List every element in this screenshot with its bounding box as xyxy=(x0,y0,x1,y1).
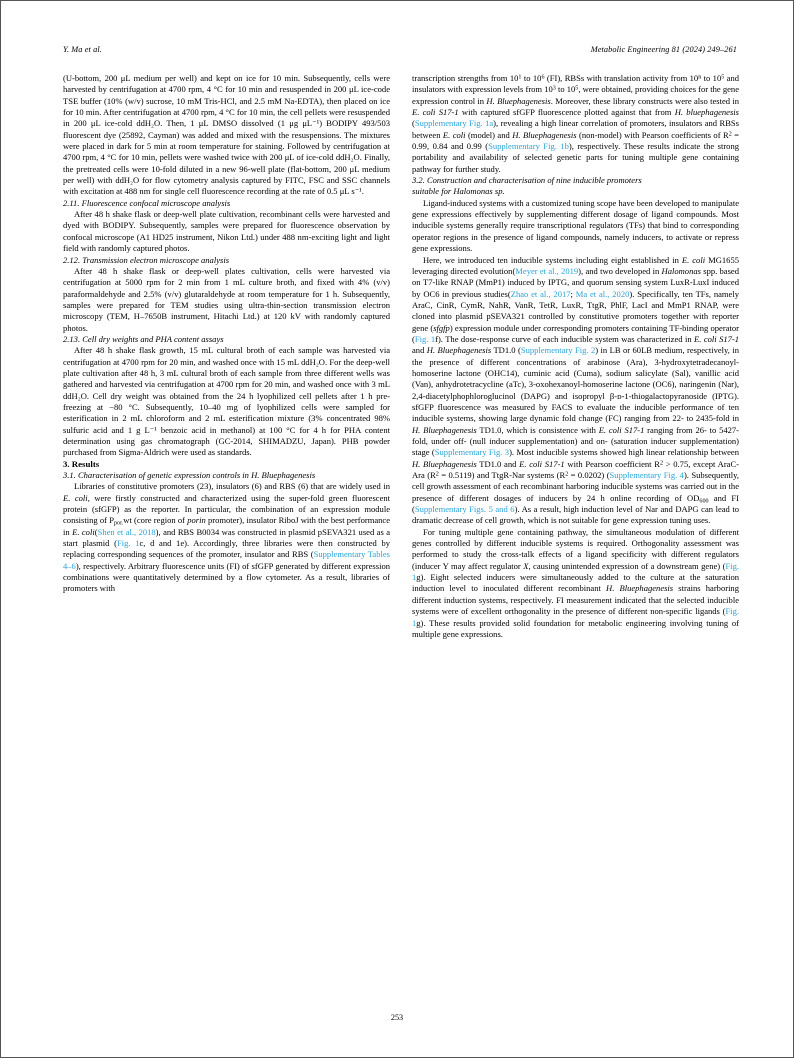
heading-3-2-line2: suitable for xyxy=(412,186,454,197)
t: c, d and 1e). Accordingly, three libraries were then constructed by replacing corresponding sequences of the promoter, insulator and RBS ( xyxy=(63,538,391,560)
t: ), and RBS B0034 was constructed in plasmid pSEVA321 used as a start plasmid ( xyxy=(63,526,390,549)
t: with captured sfGFP fluorescence plotted against that from xyxy=(458,107,675,118)
superscript: 2 xyxy=(565,471,569,478)
t: transcription strengths from 10 xyxy=(412,73,519,83)
t: strains harboring different induction systems, respectively. FI measurement indicated that the selected inducible systems were of excellent orthogonality in the presence of different non-specific ligands ( xyxy=(412,583,739,617)
t: > 0.75, except AraC-Ara (R xyxy=(412,458,740,481)
t: g). Eight selected inducers were simultaneously added to the culture at the saturation induction level to inoculated different recombinant xyxy=(412,572,739,594)
subscript: por. xyxy=(113,520,124,527)
paragraph-3-2-a: Ligand-induced systems with a customized tuning scope have been developed to manipulate gene expressions effectively by supplementing different dosage of ligand compounds. Most inducible systems generally require transcriptional regulators (TFs) that bind to corresponding operator regions in the presence of ligand compounds, namely inducers, to activate or repress gene expressions. xyxy=(412,197,739,254)
figure-link-fig1g[interactable]: Fig. 1 xyxy=(412,560,739,583)
t: TD1.0, which is consistence with xyxy=(476,424,599,435)
running-head-journal: Metabolic Engineering 81 (2024) 249–261 xyxy=(590,45,737,54)
superscript: n xyxy=(698,74,702,81)
gene-sfgfp: sfgfp xyxy=(433,322,450,333)
heading-3-results: 3. Results xyxy=(63,458,100,469)
supplementary-link-fig2[interactable]: Supplementary Fig. 2 xyxy=(520,345,596,356)
supplementary-link-fig4[interactable]: Supplementary Fig. 4 xyxy=(609,470,684,481)
superscript: 3 xyxy=(552,85,556,92)
paragraph-continued-right: transcription strengths from $10^1$ to $10^6$ (FI), RBSs with translation activity from 10$^n$ to $10^5$ and insulators with expression levels from $10^3$ to $10^5$, were obtained, providing choices for the gene expression control in H. Bluephagenesis. Moreover, these library constructs were also tested in E. coli S17-1 with captured sfGFP fluorescence plotted against that from H. bluephagenesis (Supplementary Fig. 1a), revealing a high linear correlation of promoters, insulators and RBSs between E. coli (model) and H. Bluephagenesis (non-model) with Pearson coefficients of $R^2 = 0.99$, 0.84 and 0.99 (Supplementary Fig. 1b), respectively. These results indicate the strong portability and availability of selected genetic parts for tuning multiple gene containing pathway for further study. xyxy=(412,73,740,174)
t: = 0.5119) and TtgR-Nar systems (R xyxy=(438,470,566,481)
paragraph-2-12: After 48 h shake flask or deep-well plates cultivation, cells were harvested via centrifugation at 5000 rpm for 2 min from 1 mL culture broth, and fixed with 4% (v/v) paraformaldehyde and 2.5% (v/v) glutaraldehyde at room temperature for 1 h. Subsequently, samples were prepared for TEM studies using ultra-thin-section transmission electron microscopy (TEM, H–7650B instrument, Hitachi Ltd.) at 120 kV with randomly captured photos. xyxy=(63,265,390,333)
t: MG1655 leveraging directed evolution( xyxy=(412,254,739,276)
t: , were obtained, providing choices for the gene expression control in xyxy=(412,84,739,106)
paragraph-continued: (U-bottom, 200 μL medium per well) and kept on ice for 10 min. Subsequently, cells were harvested by centrifugation at 4700 rpm, 4 °C for 10 min and resuspended in 200 μL ice-code TSE buffer (10% (w/v) sucrose, 10 mM Tris-HCl, and 2.5 mM Na-EDTA), then placed on ice for 10 min. After centrifugation at 4700 rpm, 4 °C for 10 min, the cell pellets were resuspended in 200 μL ice-cold ddH₂O. Then, 1 μL DMSO dissolved (1 μg μL⁻¹) BODIPY 493/503 fluorescent dye (25892, Cayman) was added and mixed with the resuspensions. The mixtures were placed in dark for 5 min at room temperature for staining. Followed by centrifugation at 4700 rpm, 4 °C for 10 min, pellets were washed twice with 200 μL of ice-cold ddH₂O. Finally, the pretreated cells were 10-fold diluted in a new 96-well plate (flat-bottom, 200 μL medium per well) with ddH₂O for flow cytometry analysis captured by FITC, FSC and SSC channels with excitation at 488 nm for single cell fluorescence recording at the rate of 0.5 μL s⁻¹. xyxy=(63,73,390,197)
genus-halomonas: Halomonas xyxy=(661,265,701,276)
page-number: 253 xyxy=(390,1013,404,1022)
species-bluephagenesis: H. Bluephagenesis xyxy=(486,95,551,106)
species-bluephagenesis: H. Bluephagenesis xyxy=(512,129,577,140)
species-bluephagenesis: H. Bluephagenesis xyxy=(606,583,674,594)
heading-2-12: 2.12. Transmission electron microscope analysis xyxy=(63,254,230,265)
t: ) expression module under corresponding promoters containing TF-binding operator ( xyxy=(412,322,739,344)
t: to 10 xyxy=(701,73,722,83)
t: TD1.0 ( xyxy=(491,345,521,356)
species-bluephagenesis: H. Bluephagenesis xyxy=(412,424,477,435)
running-head xyxy=(63,45,737,59)
t: Here, we introduced ten inducible systems including eight established in xyxy=(423,254,682,265)
t: , were firstly constructed and characterized using the super-fold green fluorescent protein (sfGFP) as the reporter. In particular, the combination of an expression module consisting of P xyxy=(63,492,391,526)
supplementary-link-figs5-6[interactable]: Supplementary Figs. 5 and 6 xyxy=(414,504,515,515)
t: = 0.99, 0.84 and 0.99 ( xyxy=(412,129,739,152)
t: with Pearson coefficient R xyxy=(564,458,660,469)
running-head-authors: Y. Ma et al. xyxy=(63,45,102,54)
t: (non-model) with Pearson coefficients of R xyxy=(576,129,729,140)
superscript: 6 xyxy=(541,74,545,81)
citation-link-meyer[interactable]: Meyer et al., 2019 xyxy=(515,265,579,276)
t: , causing unintended expression of a downstream gene) ( xyxy=(528,560,726,571)
superscript: 2 xyxy=(435,471,439,478)
supplementary-link-fig3[interactable]: Supplementary Fig. 3 xyxy=(434,447,510,458)
paragraph-3-2-c xyxy=(412,527,739,640)
figure-link-fig1[interactable]: Fig. 1 xyxy=(116,538,140,549)
heading-3-1-species: H. Bluephagenesis xyxy=(251,470,316,481)
supplementary-link-fig1b[interactable]: Supplementary Fig. 1b xyxy=(488,141,569,152)
citation-link-zhao[interactable]: Zhao et al., 2017 xyxy=(510,288,571,299)
paragraph-3-1: Libraries of constitutive promoters (23), insulators (6) and RBS (6) that are widely used in E. coli, were firstly constructed and characterized using the super-fold green fluorescent protein (sfGFP) as the reporter. In particular, the combination of an expression module consisting of $P_{por.}wt$ (core region of porin promoter), insulator RiboJ with the best performance in E. coli(Shen et al., 2018), and RBS B0034 was constructed in plasmid pSEVA321 used as a start plasmid (Fig. 1c, d and 1e). Accordingly, three libraries were then constructed by replacing corresponding sequences of the promoter, insulator and RBS (Supplementary Tables 4–6), respectively. Arbitrary fluorescence units (FI) of sfGFP generated by different expression combinations were quantitatively determined by a flow cytometer. As a result, libraries of promoters with xyxy=(63,481,391,594)
t: and FI ( xyxy=(412,492,739,515)
t: ), revealing a high linear correlation of promoters, insulators and RBSs between xyxy=(412,118,739,140)
heading-2-11: 2.11. Fluorescence confocal microscope analysis xyxy=(63,197,231,208)
heading-3-1-text: 3.1. Characterisation of genetic expression controls in xyxy=(63,470,252,481)
t: spp. based on T7-like RNAP (MmP1) induced by IPTG, and quorum sensing system LuxR-LuxI induced by OC6 in previous studies( xyxy=(412,265,739,299)
t: ) in LB or 60LB medium, respectively, in the presence of different concentrations of arabinose (Ara), 3-hydroxytetradecanoyl-homoserine lactone (OHC14), cuminic acid (Cuma), sodium salicylate (Sal), vanillic acid (Van), anhydrotetracycline (aTc), 3-oxohexanoyl-homoserine lactone (OC6), naringenin (Nar), 2,4-diacetylphophloroglucinol (DAPG) and isopropyl β-ᴅ-1-thiogalactopyranoside (IPTG). sfGFP fluorescence was measured by FACS to evaluate the inducible performance of ten inducible systems, showing large dynamic fold change (FC) ranging from 22- to 2435-fold in xyxy=(412,345,739,424)
t: ). Subsequently, cell growth assessment of each recombinant harboring inducible systems was carried out in the presence of different dosages of inducers by 24 h online recording of OD xyxy=(412,470,739,503)
citation-link-shen[interactable]: Shen et al., 2018 xyxy=(97,526,156,537)
t: ranging from 26- to 5427-fold, under off- (null inducer supplementation) and on- (saturation inducer supplementation) stage ( xyxy=(412,424,740,458)
supplementary-link-fig1a[interactable]: Supplementary Fig. 1a xyxy=(414,118,494,129)
heading-3-2-line1: 3.2. Construction and characterisation of nine inducible promoters xyxy=(412,175,642,186)
species-ecoli-s17: E. coli S17-1 xyxy=(412,107,459,118)
citation-link-ma[interactable]: Ma et al., 2020 xyxy=(575,288,630,299)
paragraph-2-13: After 48 h shake flask growth, 15 mL cultural broth of each sample was harvested via centrifugation at 4700 rpm for 20 min, and washed once with 15 mL ddH₂O. For the deep-well plate cultivation after 48 h, 3 mL cultural broth of each sample from three different wells was gathered and harvested via centrifugation at 4700 rpm for 20 min, and washed once with 3 mL ddH₂O. Cell dry weight was obtained from the 24 h lyophilized cell pellets after 1 h pre-freezing at −80 °C. Subsequently, 10–40 mg of lyophilized cells were sampled for esterification in 2 mL chloroform and 2 mL esterification mixture (3% concentrated 98% sulfuric acid and 1 g L⁻¹ benzoic acid in methanol) at 100 °C for 4 h for PHA content determination using gas chromatograph (GC-2014, SHIMADZU, Japan). PHB powder purchased from Sigma-Aldrich were used as standards. xyxy=(63,345,390,458)
subscript: 600 xyxy=(699,498,709,505)
superscript: 5 xyxy=(721,74,725,81)
t: TD1.0 and xyxy=(476,458,520,469)
t: = 0.0202) ( xyxy=(568,470,610,481)
paragraph-2-11: After 48 h shake flask or deep-well plate cultivation, recombinant cells were harvested and dyed with BODIPY. Subsequently, samples were prepared for fluorescence observation by confocal microscope (A1 HD25 instrument, Nikon Ltd.) under 488 nm-exciting light and light field with randomly captured photos. xyxy=(63,209,390,254)
gene-porin: porin xyxy=(187,515,206,526)
heading-2-13: 2.13. Cell dry weights and PHA content assays xyxy=(63,333,224,344)
left-column xyxy=(63,73,390,1003)
t: f). The dose-response curve of each inducible system was characterized in xyxy=(435,333,695,344)
superscript: 5 xyxy=(575,85,579,92)
t: wt (core region of xyxy=(123,515,188,526)
t: ). Specifically, ten TFs, namely AraC, CinR, CymR, NahR, VanR, TetR, LuxR, TtgR, PhlF, LacI and MmP1 RNAP, were cloned into plasmid pSEVA321 controlled by constitutive promoters together with reporter gene ( xyxy=(412,288,739,333)
t: (FI), RBSs with translation activity from 10 xyxy=(544,73,699,83)
supplementary-link-tables[interactable]: Supplementary Tables 4–6 xyxy=(63,549,390,571)
species-ecoli: E. coli xyxy=(442,129,466,140)
superscript: 1 xyxy=(518,74,522,81)
t: promoter), insulator RiboJ with the best performance in xyxy=(63,515,390,537)
t: (model) and xyxy=(465,129,513,140)
species-ecoli-s17: E. coli S17-1 xyxy=(694,333,740,344)
species-ecoli-s17: E. coli S17-1 xyxy=(519,458,565,469)
t: ), respectively. These results indicate the strong portability and availability of selected genetic parts for tuning multiple gene containing pathway for further study. xyxy=(412,141,739,174)
t: ), and two developed in xyxy=(578,265,662,276)
t: . Moreover, these library constructs were also tested in xyxy=(550,95,739,106)
t: to 10 xyxy=(521,73,542,83)
t: and xyxy=(412,345,427,356)
species-bluephagenesis: H. Bluephagenesis xyxy=(426,345,492,356)
paragraph-3-2-b: Here, we introduced ten inducible systems including eight established in E. coli MG1655 leveraging directed evolution(Meyer et al., 2019), and two developed in Halomonas spp. based on T7-like RNAP (MmP1) induced by IPTG, and quorum sensing system LuxR-LuxI induced by OC6 in previous studies(Zhao et al., 2017; Ma et al., 2020). Specifically, ten TFs, namely AraC, CinR, CymR, NahR, VanR, TetR, LuxR, TtgR, PhlF, LacI and MmP1 RNAP, were cloned into plasmid pSEVA321 controlled by constitutive promoters together with reporter gene (sfgfp) expression module under corresponding promoters containing TF-binding operator (Fig. 1f). The dose-response curve of each inducible system was characterized in E. coli S17-1 and H. Bluephagenesis TD1.0 (Supplementary Fig. 2) in LB or 60LB medium, respectively, in the presence of different concentrations of arabinose (Ara), 3-hydroxytetradecanoyl-homoserine lactone (OHC14), cuminic acid (Cuma), sodium salicylate (Sal), vanillic acid (Van), anhydrotetracycline (aTc), 3-oxohexanoyl-homoserine lactone (OC6), naringenin (Nar), 2,4-diacetylphophloroglucinol (DAPG) and isopropyl β-ᴅ-1-thiogalactopyranoside (IPTG). sfGFP fluorescence was measured by FACS to evaluate the inducible performance of ten inducible systems, showing large dynamic fold change (FC) ranging from 22- to 2435-fold in H. Bluephagenesis TD1.0, which is consistence with E. coli S17-1 ranging from 26- to 5427-fold, under off- (null inducer supplementation) and on- (saturation inducer supplementation) stage (Supplementary Fig. 3). Most inducible systems showed high linear relationship between H. Bluephagenesis TD1.0 and E. coli S17-1 with Pearson coefficient $R^2 > 0.75$, except AraC-Ara $(R^2 = 0.5119)$ and TtgR-Nar systems $(R^2 = 0.0202)$ (Supplementary Fig. 4). Subsequently, cell growth assessment of each recombinant harboring inducible systems was carried out in the presence of different dosages of inducers by 24 h online recording of $OD_{600}$ and FI (Supplementary Figs. 5 and 6). As a result, high induction level of Nar and DAPG can lead to dramatic decrease of cell growth, which is not suitable for gene expression tuning uses. xyxy=(412,254,740,526)
species-bluephagenesis: H. bluephagenesis xyxy=(674,107,739,118)
superscript: 2 xyxy=(728,131,732,138)
t: For tuning multiple gene containing pathway, the simultaneous modulation of different genes controlled by different inducible systems is required. Orthogonality assessment was performed to study the cross-talk effects of a ligand specificity with different regulators (inducer Y may affect regulator xyxy=(412,526,739,571)
variable-x: X xyxy=(523,560,529,571)
t: ). As a result, high induction level of Nar and DAPG can lead to dramatic decrease of cell growth, which is not suitable for gene expression tuning uses. xyxy=(412,504,739,526)
t: g). These results provided solid foundation for metabolic engineering involving tuning of multiple gene expressions. xyxy=(412,617,739,639)
genus-halomonas: Halomonas sp. xyxy=(453,186,505,197)
t: ). Most inducible systems showed high linear relationship between xyxy=(509,447,739,458)
figure-link-fig1f[interactable]: Fig. 1 xyxy=(414,333,436,344)
t: and insulators with expression levels from 10 xyxy=(412,73,740,95)
species-ecoli-s17: E. coli S17-1 xyxy=(598,424,645,435)
species-bluephagenesis: H. Bluephagenesis xyxy=(412,458,477,469)
right-column xyxy=(412,73,739,1003)
figure-link-fig1g-2[interactable]: Fig. 1 xyxy=(412,606,739,628)
heading-3-1 xyxy=(63,470,390,481)
t: ), respectively. Arbitrary fluorescence units (FI) of sfGFP generated by different expression combinations were quantitatively determined by a flow cytometer. As a result, libraries of promoters with xyxy=(63,560,390,594)
superscript: 2 xyxy=(659,460,663,467)
t: Libraries of constitutive promoters (23), insulators (6) and RBS (6) that are widely used in xyxy=(74,481,390,492)
species-ecoli: E. coli xyxy=(681,254,706,265)
species-ecoli: E. coli xyxy=(72,526,95,537)
species-ecoli: E. coli xyxy=(63,492,88,503)
two-column-body xyxy=(63,73,739,1003)
heading-3-2 xyxy=(412,175,739,198)
t: to 10 xyxy=(555,84,576,95)
